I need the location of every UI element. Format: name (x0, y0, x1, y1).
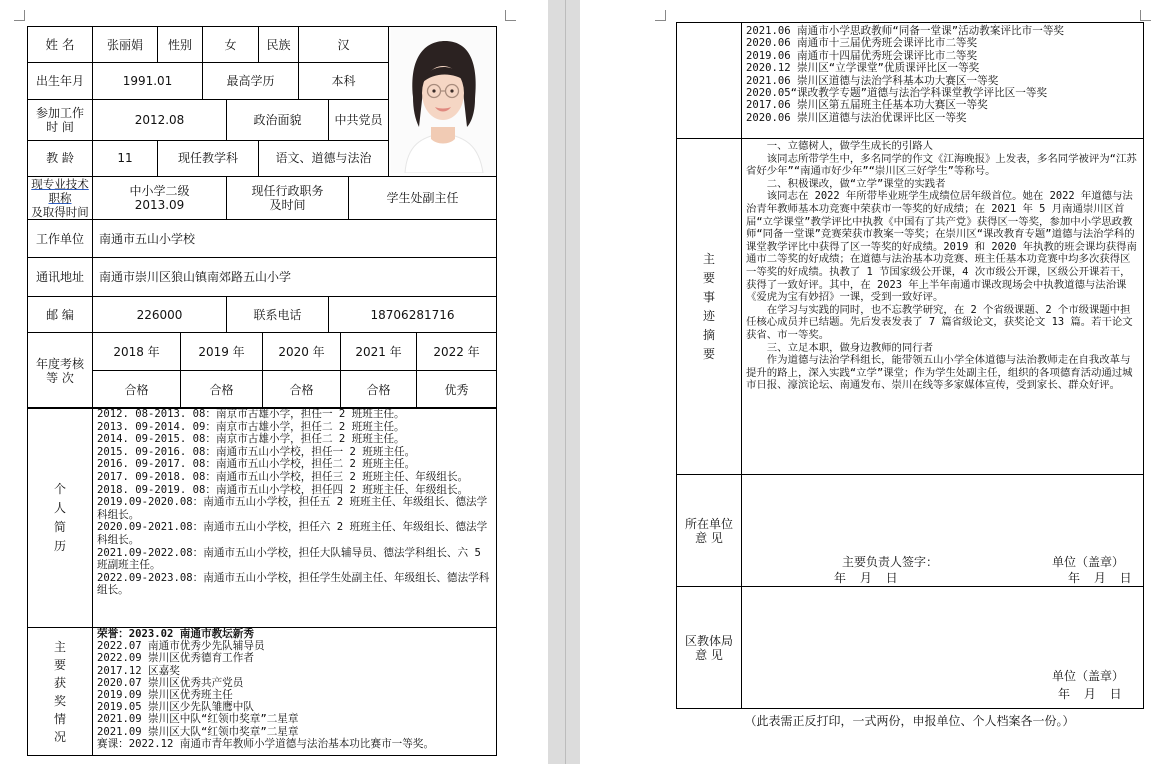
resume-label-char: 人 (53, 500, 66, 515)
award-line: 2022.09 崇川区优秀德育工作者 (97, 652, 254, 665)
unit-signer: 主要负责人签字： (842, 555, 939, 569)
teach-age-label: 教 龄 (28, 140, 93, 177)
district-date: 年 月 日 (1058, 687, 1122, 701)
resume-line: 2017. 09-2018. 08：南通市五山小学校，担任三 2 班班主任、年级组长。 (97, 470, 469, 483)
edu-value: 本科 (299, 63, 389, 99)
postcode-value: 226000 (93, 297, 227, 333)
title-label (28, 177, 93, 220)
postcode-label: 邮 编 (28, 297, 93, 333)
teach-age-value: 11 (93, 140, 158, 177)
admin-label-line2: 及时间 (269, 198, 306, 212)
profile-photo (389, 27, 496, 176)
birth-value: 1991.01 (93, 63, 203, 99)
award-line: 2020.05“课改教学专题”道德与法治学科课堂教学评比区一等奖 (746, 87, 1048, 100)
award-line: 2021.09 崇川区大队“红领巾奖章”二星章 (97, 725, 299, 738)
deeds-paragraph: 在学习与实践的同时，也不忘教学研究，在 2 个省级课题、2 个市级课题中担任核心成员并已结题。先后发表发表了 7 篇省级论文，获奖论文 13 篇。若干论文获省、市一等奖。 (746, 303, 1133, 341)
crop-mark (14, 10, 25, 21)
resume-line: 2014. 09-2015. 08：南京市古雄小学，担任二 2 班班主任。 (97, 433, 405, 446)
award-line: 2017.06 崇川区第五届班主任基本功大赛区一等奖 (746, 99, 988, 112)
work-start-value: 2012.08 (93, 99, 227, 140)
photo-cell (389, 27, 497, 177)
page-gap (548, 0, 580, 764)
address-label: 通讯地址 (28, 258, 93, 297)
portrait-image (391, 27, 495, 173)
title-label-line1: 现专业技术职称 (31, 177, 89, 205)
birth-label: 出生年月 (28, 63, 93, 99)
deeds-paragraph: 一、立德树人，做学生成长的引路人 (766, 140, 934, 152)
deeds-content (742, 139, 1144, 475)
award-line: 2020.06 崇川区道德与法治优课评比区一等奖 (746, 111, 967, 124)
resume-line: 2019.09-2020.08：南通市五山小学校，担任五 2 班班主任、年级组长、德法学科组长。 (97, 496, 488, 521)
deeds-label-char: 要 (702, 346, 715, 361)
unit-date-left: 年 月 日 (834, 571, 898, 585)
crop-mark (655, 10, 666, 21)
award-line: 2020.07 崇川区优秀共产党员 (97, 676, 244, 689)
assessment-label (28, 333, 93, 409)
left-page (0, 0, 548, 764)
awards-label (28, 628, 93, 756)
district-seal: 单位（盖章） (1052, 669, 1125, 683)
unit-date-right: 年 月 日 (1068, 571, 1132, 585)
title-value-line1: 中小学二级 (129, 184, 190, 198)
deeds-label-char: 主 (702, 251, 715, 266)
deeds-label-char: 摘 (702, 327, 715, 342)
admin-value: 学生处副主任 (349, 177, 497, 220)
unit-value: 南通市五山小学校 (93, 220, 497, 258)
work-start-label (28, 99, 93, 140)
unit-label: 工作单位 (28, 220, 93, 258)
subject-value: 语文、道德与法治 (259, 140, 389, 177)
assessment-year: 2019 年 (181, 333, 263, 371)
subject-label: 现任教学科 (158, 140, 259, 177)
assessment-label-line2: 等 次 (46, 370, 74, 385)
crop-mark (1140, 10, 1151, 21)
title-value (93, 177, 227, 220)
resume-label-char: 历 (53, 538, 66, 553)
resume-line: 2016. 09-2017. 08：南通市五山小学校，担任二 2 班班主任。 (97, 458, 416, 471)
deeds-paragraph: 二、积极课改，做“立学”课堂的实践者 (766, 177, 946, 190)
work-start-label-line1: 参加工作 (35, 105, 84, 120)
assessment-year: 2018 年 (93, 333, 181, 371)
gender-value: 女 (203, 27, 259, 63)
assessment-table (27, 332, 497, 409)
district-opinion-label: 区教体局意 见 (677, 587, 742, 709)
resume-line: 2020.09-2021.08：南通市五山小学校，担任六 2 班班主任、年级组长、德法学科组长。 (97, 521, 488, 546)
deeds-label (677, 139, 742, 475)
address-value: 南通市崇川区狼山镇南郊路五山小学 (93, 258, 497, 297)
deeds-label-char: 要 (702, 270, 715, 285)
right-page (580, 0, 1166, 764)
assessment-grade: 合格 (263, 371, 341, 409)
award-line: 2020.06 南通市十三届优秀班会课评比市二等奖 (746, 37, 978, 50)
resume-content (93, 408, 497, 628)
politic-value: 中共党员 (329, 99, 389, 140)
assessment-grade: 合格 (341, 371, 417, 409)
deeds-paragraph: 该同志在 2022 年所带毕业班学生成绩位居年级首位。她在 2022 年道德与法治青年教师基本功竞赛中荣获市一等奖的好成绩；在 2021 年 5 月南通崇川区首届“立学课堂”教学评比中执教《中国有了共产党》获得区一等奖，参加中小学思政教师“同备一堂课”竞赛荣获市教案一等奖；在崇川区“课改教育专题”道德与法治学科的课堂教学评比中获得了区一等奖的好成绩。2019 和 2020 年执教的班会课均获得南通市二等奖的好成绩；在道德与法治基本功竞赛、班主任基本功竞赛中均多次获得区一等奖的好成绩。执教了 1 节国家级公开课，4 次市级公开课，区级公开课若干，获得了一致好评。其中，在 2023 年上半年南通市课改现场会中执教道德与法治课《爱虎为宝有妙招》一课，受到一致好评。 (746, 190, 1137, 304)
name-label: 姓 名 (28, 27, 93, 63)
award-line: 2020.12 崇川区“立学课堂”优质课评比区一等奖 (746, 62, 980, 75)
awards-label-char: 奖 (53, 693, 66, 708)
continued-table (676, 22, 1144, 709)
unit-seal: 单位（盖章） (1052, 555, 1125, 569)
assessment-year: 2022 年 (417, 333, 497, 371)
assessment-grade: 合格 (181, 371, 263, 409)
award-line: 2019.06 南通市十四届优秀班会课评比市二等奖 (746, 49, 978, 62)
personal-info-table (27, 26, 497, 333)
award-line: 荣誉：2023.02 南通市教坛新秀 (97, 628, 254, 640)
crop-mark (505, 10, 516, 21)
deeds-paragraph: 该同志所带学生中，多名同学的作文《江海晚报》上发表，多名同学被评为“江苏省好少年”“南通市好少年”“崇川区三好学生”等称号。 (746, 152, 1137, 178)
resume-line: 2018. 09-2019. 08：南通市五山小学校，担任四 2 班班主任、年级组长。 (97, 483, 469, 496)
unit-opinion-cell (742, 475, 1144, 587)
award-line: 2019.05 崇川区少先队雏鹰中队 (97, 701, 254, 714)
awards-continued-content (742, 23, 1144, 139)
deeds-paragraph: 三、立足本职，做身边教师的同行者 (766, 341, 934, 354)
award-line: 2021.09 崇川区中队“红领巾奖章”二星章 (97, 713, 299, 726)
awards-label-char: 情 (53, 711, 66, 726)
awards-label-char: 获 (53, 675, 66, 690)
assessment-label-line1: 年度考核 (35, 356, 84, 371)
title-label-line2: 及取得时间 (31, 205, 89, 219)
resume-table (27, 407, 497, 628)
work-start-label-line2: 时 间 (46, 119, 74, 134)
resume-line: 2013. 09-2014. 09：南京市古雄小学，担任二 2 班班主任。 (97, 420, 405, 433)
deeds-label-char: 迹 (702, 308, 715, 323)
awards-content (93, 628, 497, 756)
award-line: 2021.06 南通市小学思政教师“同备一堂课”活动教案评比市一等奖 (746, 25, 1065, 37)
page-divider (565, 0, 566, 764)
name-value: 张丽娟 (93, 27, 158, 63)
awards-label-char: 主 (53, 639, 66, 654)
district-opinion-cell (742, 587, 1144, 709)
unit-opinion-label: 所在单位意 见 (677, 475, 742, 587)
ethnic-label: 民族 (259, 27, 299, 63)
awards-label-char: 况 (53, 729, 66, 744)
title-value-line2: 2013.09 (134, 198, 185, 212)
award-line: 2019.09 崇川区优秀班主任 (97, 689, 233, 702)
resume-line: 2012. 08-2013. 08：南京市古雄小学，担任一 2 班班主任。 (97, 408, 405, 420)
gender-label: 性别 (158, 27, 203, 63)
assessment-year: 2021 年 (341, 333, 417, 371)
resume-line: 2021.09-2022.08：南通市五山小学校，担任大队辅导员、德法学科组长、六 5 班副班主任。 (97, 546, 481, 572)
award-line: 2021.06 崇川区道德与法治学科基本功大赛区一等奖 (746, 74, 999, 87)
admin-label-line1: 现任行政职务 (251, 184, 324, 198)
award-line: 2017.12 区嘉奖 (97, 664, 180, 677)
deeds-label-char: 事 (702, 289, 715, 304)
resume-label-char: 简 (53, 519, 66, 534)
resume-label (28, 408, 93, 628)
edu-label: 最高学历 (203, 63, 299, 99)
assessment-grade: 优秀 (417, 371, 497, 409)
award-line: 2022.07 南通市优秀少先队辅导员 (97, 640, 265, 653)
deeds-paragraph: 作为道德与法治学科组长，能带领五山小学全体道德与法治教师走在自我改革与提升的路上，深入实践“立学”课堂；作为学生处副主任，组织的各项德育活动通过城市日报、濠滨论坛、南通发布、崇川在线等多家媒体宣传，受到家长、群众好评。 (746, 354, 1133, 392)
resume-line: 2015. 09-2016. 08：南通市五山小学校，担任一 2 班班主任。 (97, 445, 416, 458)
phone-label: 联系电话 (227, 297, 329, 333)
ethnic-value: 汉 (299, 27, 389, 63)
awards-label-char: 要 (53, 657, 66, 672)
awards-table (27, 627, 497, 756)
admin-label (227, 177, 349, 220)
assessment-year: 2020 年 (263, 333, 341, 371)
phone-value: 18706281716 (329, 297, 497, 333)
politic-label: 政治面貌 (227, 99, 329, 140)
footer-note: （此表需正反打印，一式两份，申报单位、个人档案各一份。） (744, 714, 1075, 728)
awards-continued-label (677, 23, 742, 139)
resume-line: 2022.09-2023.08：南通市五山小学校，担任学生处副主任、年级组长、德法学科组长。 (97, 571, 490, 597)
award-line: 赛课：2022.12 南通市青年教师小学道德与法治基本功比赛市一等奖。 (97, 737, 435, 750)
assessment-grade: 合格 (93, 371, 181, 409)
resume-label-char: 个 (53, 481, 66, 496)
